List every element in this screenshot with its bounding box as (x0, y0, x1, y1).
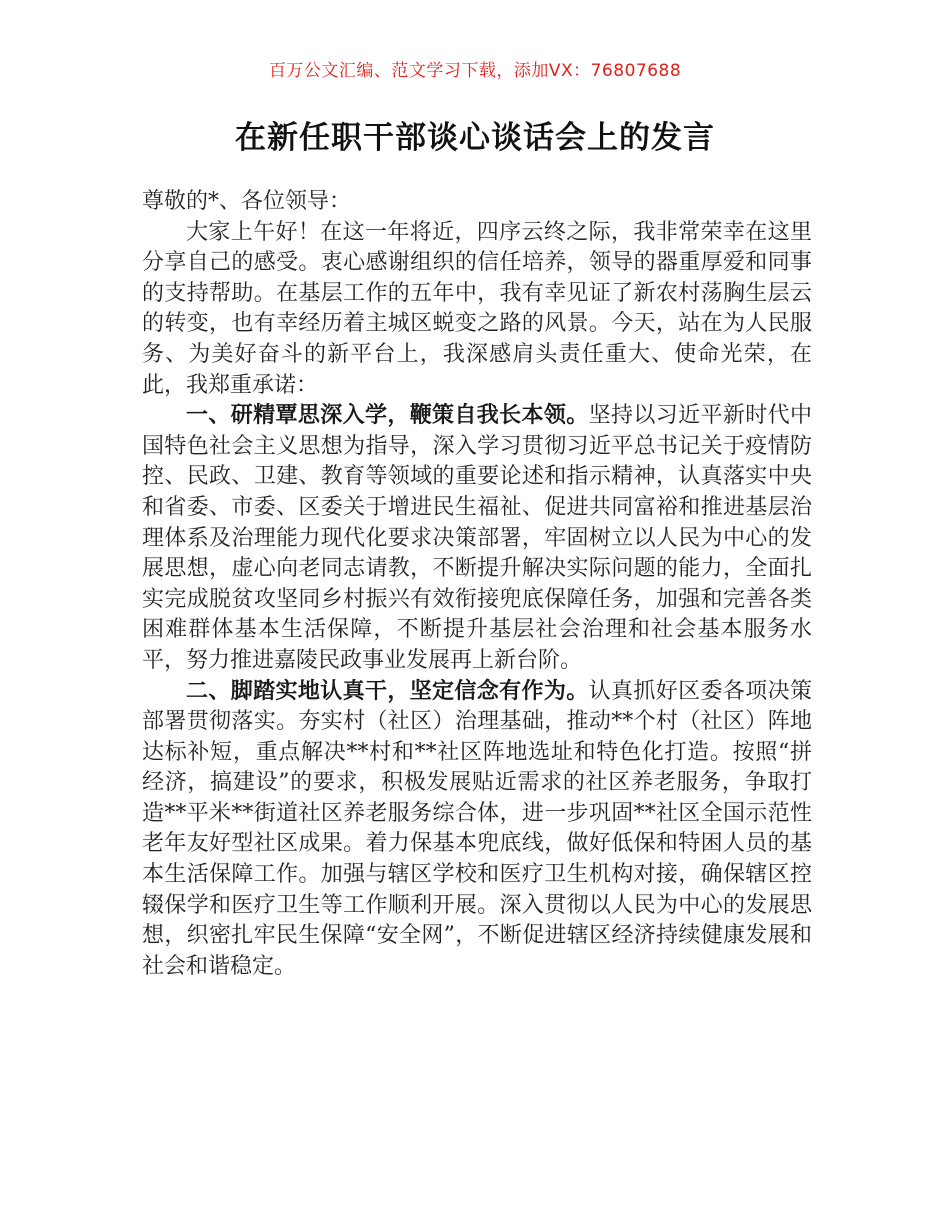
section-paragraph-1 (142, 401, 812, 676)
section-text-2: 认真抓好区委各项决策部署贯彻落实。夯实村（社区）治理基础，推动**个村（社区）阵地达标补短，重点解决**村和**社区阵地选址和特色化打造。按照“拼经济，搞建设”的要求，积极发展贴近需求的社区养老服务，争取打造**平米**街道社区养老服务综合体，进一步巩固**社区全国示范性老年友好型社区成果。着力保基本兜底线，做好低保和特困人员的基本生活保障工作。加强与辖区学校和医疗卫生机构对接，确保辖区控辍保学和医疗卫生等工作顺利开展。深入贯彻以人民为中心的发展思想，织密扎牢民生保障“安全网”，不断促进辖区经济持续健康发展和社会和谐稳定。 (142, 678, 812, 979)
section-heading-1: 一、研精覃思深入学，鞭策自我长本领。 (186, 403, 589, 429)
document-body (142, 187, 812, 982)
salutation: 尊敬的*、各位领导： (142, 189, 352, 214)
section-paragraph-2 (142, 677, 812, 983)
section-heading-2: 二、脚踏实地认真干，坚定信念有作为。 (186, 678, 589, 704)
intro-paragraph: 大家上午好！在这一年将近，四序云终之际，我非常荣幸在这里分享自己的感受。衷心感谢组织的信任培养，领导的器重厚爱和同事的支持帮助。在基层工作的五年中，我有幸见证了新农村荡胸生层云的转变，也有幸经历着主城区蜕变之路的风景。今天，站在为人民服务、为美好奋斗的新平台上，我深感肩头责任重大、使命光荣，在此，我郑重承诺： (142, 219, 812, 398)
section-text-1: 坚持以习近平新时代中国特色社会主义思想为指导，深入学习贯彻习近平总书记关于疫情防控、民政、卫建、教育等领域的重要论述和指示精神，认真落实中央和省委、市委、区委关于增进民生福祉、促进共同富裕和推进基层治理体系及治理能力现代化要求决策部署，牢固树立以人民为中心的发展思想，虚心向老同志请教，不断提升解决实际问题的能力，全面扎实完成脱贫攻坚同乡村振兴有效衔接兜底保障任务，加强和完善各类困难群体基本生活保障，不断提升基层社会治理和社会基本服务水平，努力推进嘉陵民政事业发展再上新台阶。 (142, 403, 812, 673)
header-banner: 百万公文汇编、范文学习下载，添加VX：76807688 (268, 61, 682, 81)
document-title: 在新任职干部谈心谈话会上的发言 (235, 120, 715, 156)
